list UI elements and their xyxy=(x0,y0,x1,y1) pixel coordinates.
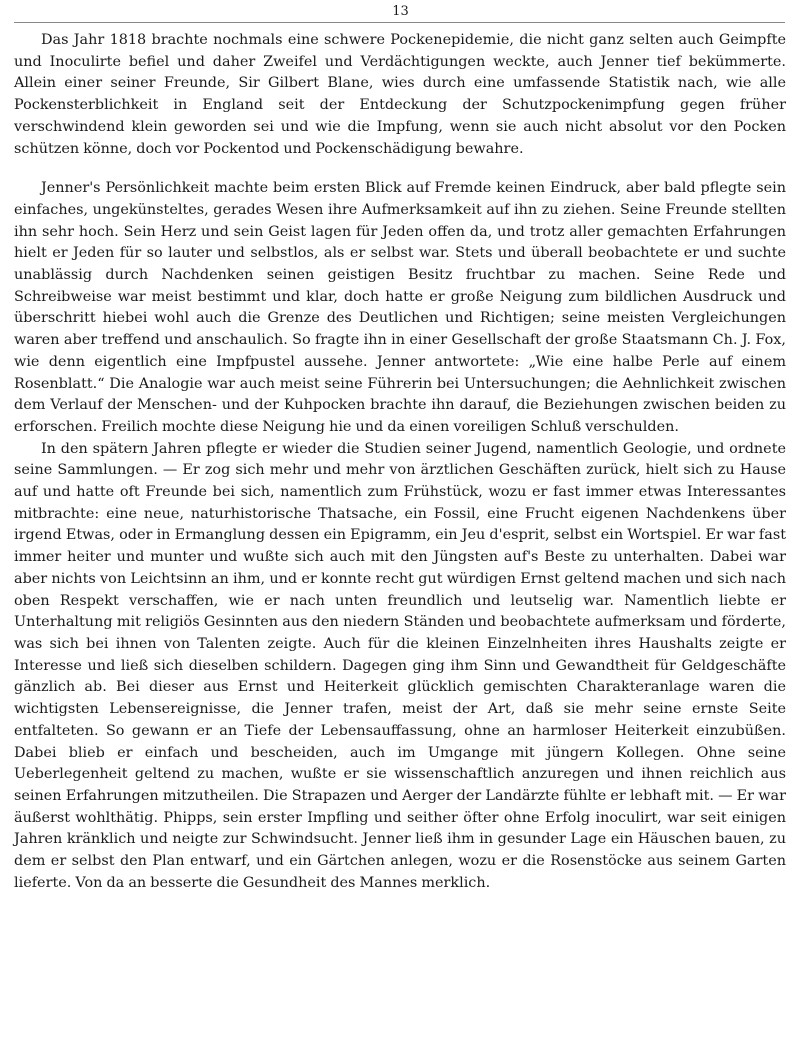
body-text xyxy=(14,30,786,894)
paragraph-smallpox-epidemic-1818: Das Jahr 1818 brachte nochmals eine schwere Pockenepidemie, die nicht ganz selten auch Geimpfte und Inoculirte befiel und daher Zweifel und Verdächtigungen weckte, auch Jenner tief bekümmerte. Allein einer seiner Freunde, Sir Gilbert Blane, wies durch eine umfassende Statistik nach, wie alle Pockensterblichkeit in England seit der Entdeckung der Schutzpockenimpfung gegen früher verschwindend klein geworden sei und wie die Impfung, wenn sie auch nicht absolut vor den Pocken schützen könne, doch vor Pockentod und Pockenschädigung bewahre. xyxy=(14,32,786,157)
paragraph-separator xyxy=(14,160,786,178)
paragraph-jenner-personality: Jenner's Persönlichkeit machte beim ersten Blick auf Fremde keinen Eindruck, aber bald pflegte sein einfaches, ungekünsteltes, gerades Wesen ihre Aufmerksamkeit auf ihn zu ziehen. Seine Freunde stellten ihn sehr hoch. Sein Herz und sein Geist lagen für Jeden offen da, und trotz aller gemachten Erfahrungen hielt er Jeden für so lauter und selbstlos, als er selbst war. Stets und überall beobachtete er und suchte unablässig durch Nachdenken seinen geistigen Besitz fruchtbar zu machen. Seine Rede und Schreibweise war meist bestimmt und klar, doch hatte er große Neigung zum bildlichen Ausdruck und überschritt hiebei wohl auch die Grenze des Deutlichen und Richtigen; seine meisten Vergleichungen waren aber treffend und anschaulich. So fragte ihn in einer Gesellschaft der große Staatsmann Ch. J. Fox, wie denn eigentlich eine Impfpustel aussehe. Jenner antwortete: „Wie eine halbe Perle auf einem Rosenblatt.“ Die Analogie war auch meist seine Führerin bei Untersuchungen; die Aehnlichkeit zwischen dem Verlauf der Menschen- und der Kuhpocken brachte ihn darauf, die Beziehungen zwischen beiden zu erforschen. Freilich mochte diese Neigung hie und da einen voreiligen Schluß verschulden. xyxy=(14,180,786,435)
paragraph-later-years: In den spätern Jahren pflegte er wieder die Studien seiner Jugend, namentlich Geologie, und ordnete seine Sammlungen. — Er zog sich mehr und mehr von ärztlichen Geschäften zurück, hielt sich zu Hause auf und hatte oft Freunde bei sich, namentlich zum Frühstück, wozu er fast immer etwas Interessantes mitbrachte: eine neue, naturhistorische Thatsache, ein Fossil, eine Frucht eigenen Nachdenkens über irgend Etwas, oder in Ermanglung dessen ein Epigramm, ein Jeu d'esprit, selbst ein Wortspiel. Er war fast immer heiter und munter und wußte sich auch mit den Jüngsten auf's Beste zu unterhalten. Dabei war aber nichts von Leichtsinn an ihm, und er konnte recht gut würdigen Ernst geltend machen und sich nach oben Respekt verschaffen, wie er nach unten freundlich und leutselig war. Namentlich liebte er Unterhaltung mit religiös Gesinnten aus den niedern Ständen und beobachtete aufmerksam und förderte, was sich bei ihnen von Talenten zeigte. Auch für die kleinen Einzelnheiten ihres Haushalts zeigte er Interesse und ließ sich dieselben schildern. Dagegen ging ihm Sinn und Gewandtheit für Geldgeschäfte gänzlich ab. Bei dieser aus Ernst und Heiterkeit glücklich gemischten Charakteranlage waren die wichtigsten Lebensereignisse, die Jenner trafen, meist der Art, daß sie mehr seine ernste Seite entfalteten. So gewann er an Tiefe der Lebensauffassung, ohne an harmloser Heiterkeit einzubüßen. Dabei blieb er einfach und bescheiden, auch im Umgange mit jüngern Kollegen. Ohne seine Ueberlegenheit geltend zu machen, wußte er sie wissenschaftlich anzuregen und ihnen reichlich aus seinen Erfahrungen mitzutheilen. Die Strapazen und Aerger der Landärzte fühlte er lebhaft mit. — Er war äußerst wohlthätig. Phipps, sein erster Impfling und seither öfter ohne Erfolg inoculirt, war seit einigen Jahren kränklich und neigte zur Schwindsucht. Jenner ließ ihm in gesunder Lage ein Häuschen bauen, zu dem er selbst den Plan entwarf, und ein Gärtchen anlegen, wozu er die Rosenstöcke aus seinem Garten lieferte. Von da an besserte die Gesundheit des Mannes merklich. xyxy=(14,440,786,891)
page-number: 13 xyxy=(392,4,409,19)
header-rule xyxy=(14,22,785,23)
